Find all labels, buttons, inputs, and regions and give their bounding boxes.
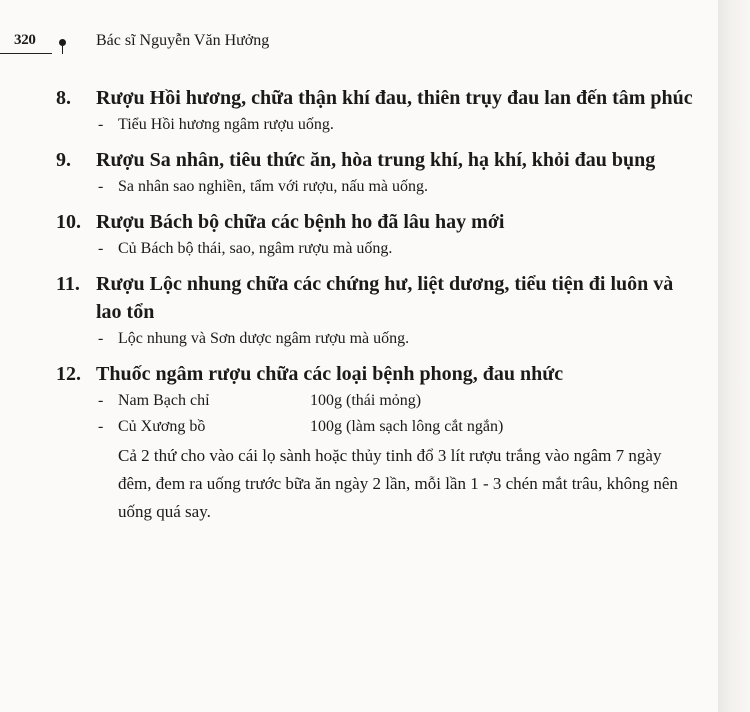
section-title <box>56 270 696 326</box>
section-title-text: Rượu Hồi hương, chữa thận khí đau, thiên trụy đau lan đến tâm phúc <box>96 87 693 109</box>
page-number: 320 <box>14 32 36 48</box>
ingredient-row <box>56 414 696 440</box>
section-number: 9. <box>56 149 71 171</box>
section-12 <box>56 360 696 526</box>
dash-bullet: - <box>98 330 104 347</box>
ingredient-amount: 100g (làm sạch lông cắt ngắn) <box>310 418 504 435</box>
running-head-author: Bác sĩ Nguyễn Văn Hưởng <box>96 32 270 49</box>
ingredient-row <box>56 388 696 414</box>
section-number: 12. <box>56 363 81 385</box>
section-title-text: Rượu Lộc nhung chữa các chứng hư, liệt dương, tiểu tiện đi luôn và lao tổn <box>96 273 674 323</box>
section-10 <box>56 208 696 262</box>
section-number: 8. <box>56 87 71 109</box>
section-title-text: Rượu Bách bộ chữa các bệnh ho đã lâu hay mới <box>96 211 505 233</box>
dash-bullet: - <box>98 418 104 435</box>
dash-bullet: - <box>98 116 104 133</box>
list-item <box>56 112 696 138</box>
item-text: Tiểu Hồi hương ngâm rượu uống. <box>118 116 334 133</box>
section-title <box>56 84 696 112</box>
ingredient-name: Củ Xương bồ <box>118 418 206 435</box>
ingredient-amount: 100g (thái mỏng) <box>310 392 422 409</box>
dash-bullet: - <box>98 392 104 409</box>
section-title-text: Thuốc ngâm rượu chữa các loại bệnh phong, đau nhức <box>96 363 564 385</box>
page-edge-shadow <box>718 0 750 712</box>
section-title <box>56 360 696 388</box>
section-8 <box>56 84 696 138</box>
item-text: Củ Bách bộ thái, sao, ngâm rượu mà uống. <box>118 240 393 257</box>
section-title <box>56 146 696 174</box>
page-header <box>0 32 718 56</box>
section-title <box>56 208 696 236</box>
header-rule <box>0 53 52 54</box>
instructions-paragraph: Cả 2 thứ cho vào cái lọ sành hoặc thủy tinh đổ 3 lít rượu trắng vào ngâm 7 ngày đêm, đem ra uống trước bữa ăn ngày 2 lần, mỗi lần 1 - 3 chén mắt trâu, không nên uống quá say. <box>118 446 678 521</box>
section-title-text: Rượu Sa nhân, tiêu thức ăn, hòa trung khí, hạ khí, khỏi đau bụng <box>96 149 656 171</box>
section-number: 11. <box>56 273 80 295</box>
page-content <box>56 84 696 534</box>
list-item <box>56 236 696 262</box>
item-text: Sa nhân sao nghiền, tẩm với rượu, nấu mà uống. <box>118 178 428 195</box>
section-number: 10. <box>56 211 81 233</box>
ingredient-name: Nam Bạch chỉ <box>118 392 210 409</box>
item-text: Lộc nhung và Sơn dược ngâm rượu mà uống. <box>118 330 410 347</box>
section-9 <box>56 146 696 200</box>
list-item <box>56 174 696 200</box>
header-bullet-stem <box>62 44 63 54</box>
dash-bullet: - <box>98 178 104 195</box>
dash-bullet: - <box>98 240 104 257</box>
section-11 <box>56 270 696 352</box>
list-item <box>56 326 696 352</box>
